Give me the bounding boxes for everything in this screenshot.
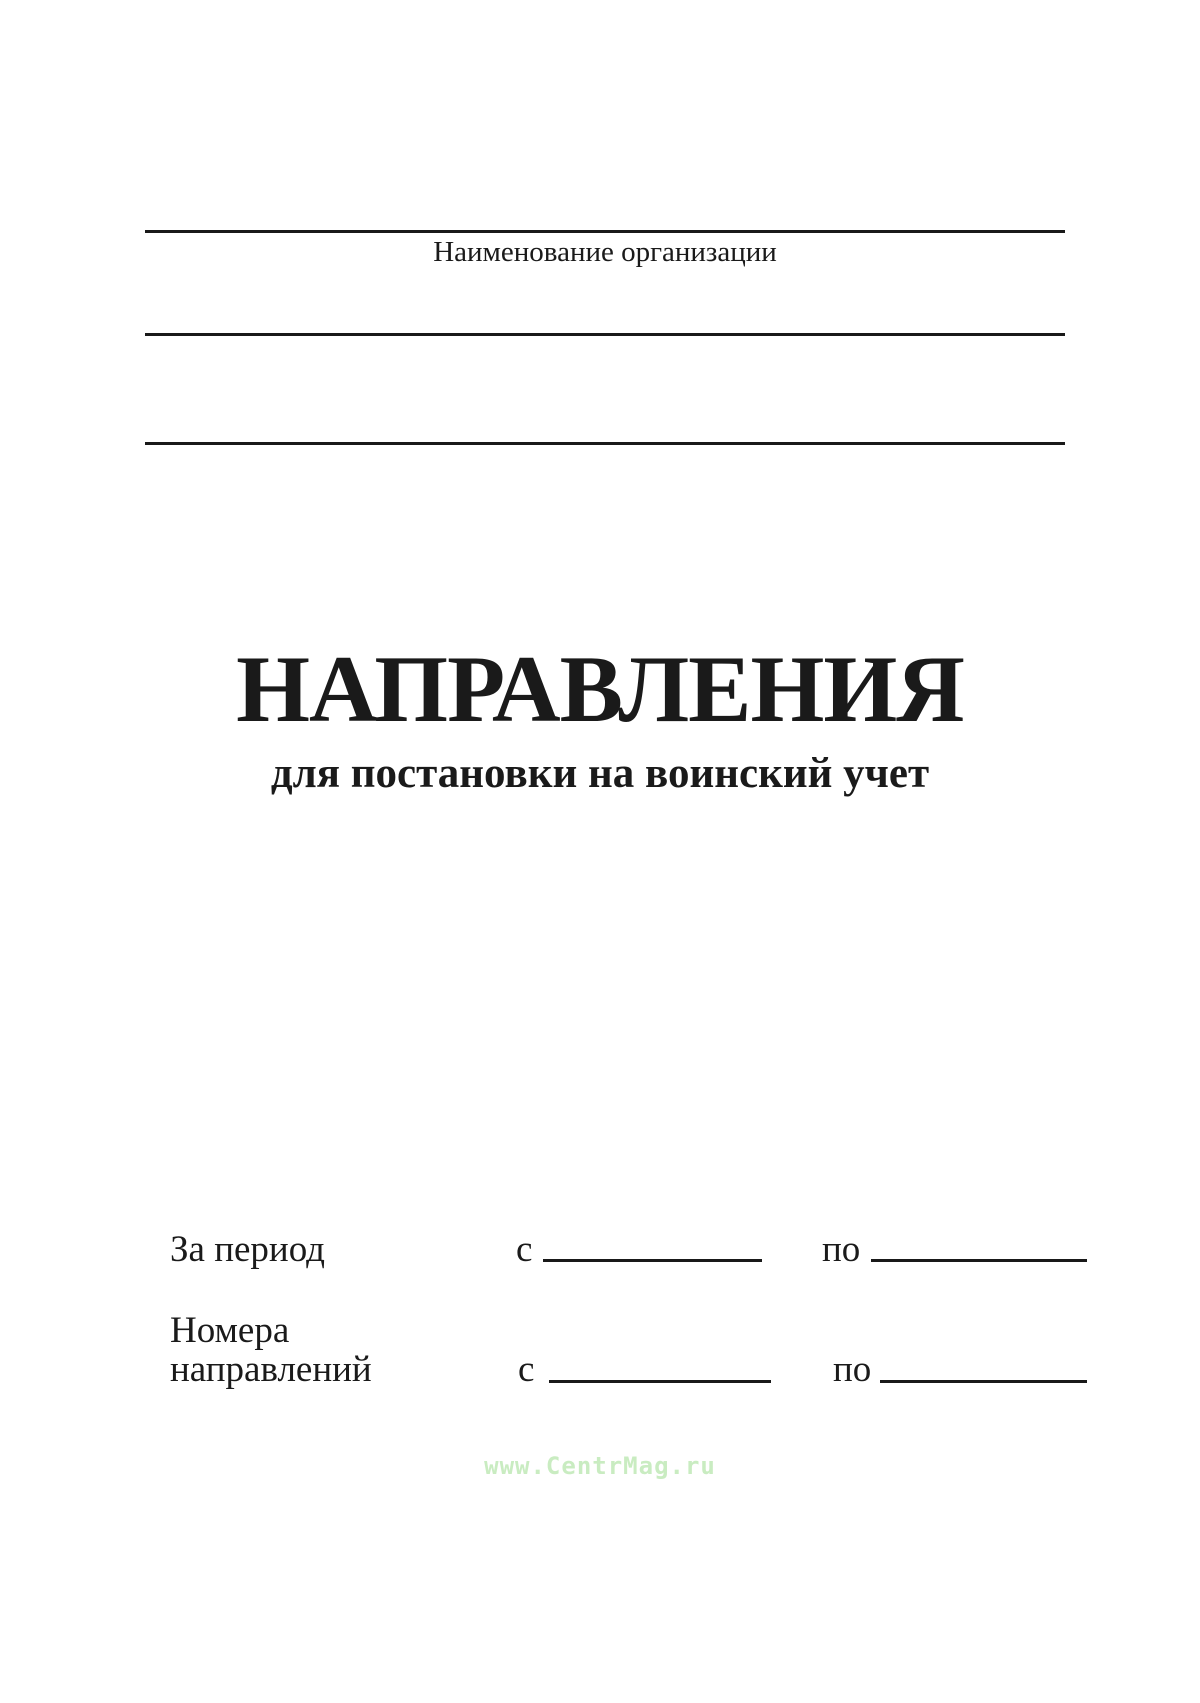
period-from-label: с bbox=[516, 1229, 533, 1270]
numbers-from-blank-line bbox=[549, 1380, 771, 1383]
org-name-caption: Наименование организации bbox=[433, 236, 777, 268]
watermark: www.CentrMag.ru bbox=[484, 1452, 716, 1480]
document-title: НАПРАВЛЕНИЯ bbox=[236, 636, 964, 742]
org-name-blank-line-3 bbox=[145, 442, 1065, 445]
numbers-label-line2: направлений bbox=[170, 1349, 372, 1390]
org-name-blank-line bbox=[145, 230, 1065, 233]
numbers-to-blank-line bbox=[880, 1380, 1087, 1383]
numbers-to-label: по bbox=[833, 1349, 872, 1390]
org-name-blank-line-2 bbox=[145, 333, 1065, 336]
document-subtitle: для постановки на воинский учет bbox=[270, 750, 930, 797]
period-from-blank-line bbox=[543, 1259, 762, 1262]
numbers-label-line1: Номера bbox=[170, 1310, 290, 1351]
period-label: За период bbox=[170, 1229, 325, 1270]
period-to-blank-line bbox=[871, 1259, 1087, 1262]
period-to-label: по bbox=[822, 1229, 861, 1270]
numbers-from-label: с bbox=[518, 1349, 535, 1390]
